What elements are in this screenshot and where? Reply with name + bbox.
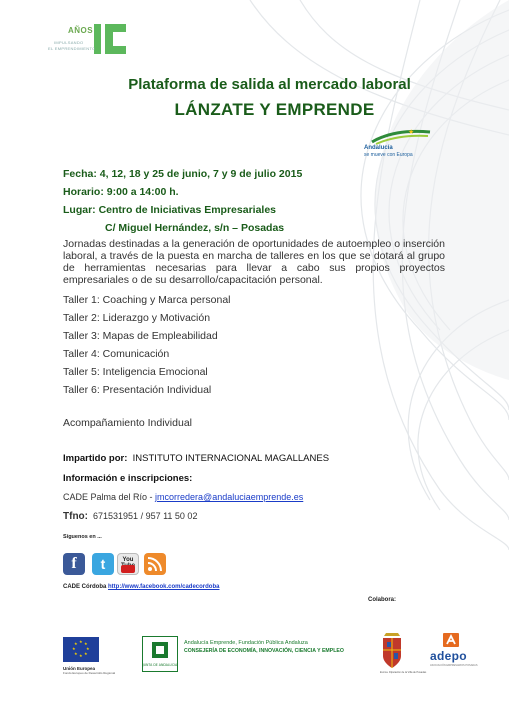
page-title: Plataforma de salida al mercado laboral xyxy=(128,76,411,93)
junta-andalucia-logo xyxy=(142,636,180,672)
svg-text:★: ★ xyxy=(74,651,78,656)
lugar-value: Centro de Iniciativas Empresariales xyxy=(98,204,277,216)
youtube-icon[interactable] xyxy=(117,553,139,575)
adepo-tagline: ASOCIACIÓN EMPRESARIOS POSADAS xyxy=(430,664,478,667)
acompanamiento-text: Acompañamiento Individual xyxy=(63,417,192,429)
svg-text:★: ★ xyxy=(84,641,88,646)
svg-text:★: ★ xyxy=(86,646,90,651)
cade-label: CADE Palma del Río - xyxy=(63,492,153,502)
list-item: Taller 4: Comunicación xyxy=(63,348,170,360)
svg-text:★: ★ xyxy=(79,653,83,658)
colabora-label: Colabora: xyxy=(368,597,397,603)
rss-icon[interactable] xyxy=(144,553,166,575)
junta-seal-text: JUNTA DE ANDALUCIA xyxy=(143,663,177,667)
cade-cordoba-row xyxy=(63,584,219,590)
eu-name: Unión Europea xyxy=(63,666,96,671)
andalucia-tagline: se mueve con Europa xyxy=(364,152,413,158)
eu-logo xyxy=(63,637,116,677)
list-item: Taller 5: Inteligencia Emocional xyxy=(63,366,208,378)
svg-text:★: ★ xyxy=(74,641,78,646)
impartido-value: INSTITUTO INTERNACIONAL MAGALLANES xyxy=(132,453,330,464)
list-item: Taller 3: Mapas de Empleabilidad xyxy=(63,330,218,342)
list-item: Taller 2: Liderazgo y Motivación xyxy=(63,312,211,324)
fecha-label: Fecha: xyxy=(63,168,97,180)
twitter-icon[interactable]: t xyxy=(92,553,114,575)
coat-of-arms-icon xyxy=(380,630,404,670)
eu-flag-icon xyxy=(63,637,99,662)
youtube-you-text: You xyxy=(122,557,134,563)
svg-text:★: ★ xyxy=(72,646,76,651)
logo-tagline-1: IMPULSANDO xyxy=(54,40,84,45)
adepo-name: adepo xyxy=(430,649,467,663)
andalucia-swoosh-icon xyxy=(364,126,434,146)
event-details xyxy=(63,165,302,237)
impartido-label: Impartido por: xyxy=(63,453,128,464)
lugar-row xyxy=(63,201,302,219)
logo-10-icon xyxy=(94,20,128,56)
junta-line-1: Andalucía Emprende, Fundación Pública Andaluza xyxy=(184,640,308,646)
direccion: C/ Miguel Hernández, s/n – Posadas xyxy=(105,222,285,234)
logo-years-text: AÑOS xyxy=(68,26,94,35)
description-text: Jornadas destinadas a la generación de oportunidades de autoempleo o inserción laboral, a través de la puesta en marcha de talleres en los que se dotará al grupo de herramientas necesarias para llevar a cabo sus propios proyectos empresariales o de su desarrollo/capacitación personal. xyxy=(63,238,445,286)
tfno-value: 671531951 / 957 11 50 02 xyxy=(93,511,198,521)
facebook-icon[interactable]: f xyxy=(63,553,85,575)
horario-value: 9:00 a 14:00 h. xyxy=(106,186,179,198)
andalucia-name: Andalucía xyxy=(364,145,393,151)
impartido-row xyxy=(63,453,329,464)
tfno-label: Tfno: xyxy=(63,511,88,522)
siguenos-label: Síguenos en ... xyxy=(63,534,102,540)
fecha-row xyxy=(63,165,302,183)
svg-text:★: ★ xyxy=(408,128,415,136)
talleres-list xyxy=(63,291,231,399)
eu-fund: Fondo Europeo de Desarrollo Regional xyxy=(63,671,116,675)
junta-text xyxy=(184,639,344,655)
posadas-coat-of-arms xyxy=(380,630,427,674)
fecha-value: 4, 12, 18 y 25 de junio, 7 y 9 de julio 2015 xyxy=(99,168,303,180)
adepo-mark-icon xyxy=(443,633,459,647)
escudo-caption: Excma. Diputación de la Villa de Posadas xyxy=(380,671,427,674)
telefono-row xyxy=(63,511,197,522)
adepo-logo xyxy=(430,633,480,673)
rss-glyph-icon xyxy=(144,553,166,575)
horario-label: Horario: xyxy=(63,186,104,198)
cade-contact-row xyxy=(63,492,303,502)
cade-email-link[interactable]: jmcorredera@andaluciaemprende.es xyxy=(155,492,304,502)
cade-cordoba-label: CADE Córdoba xyxy=(63,584,107,590)
junta-seal-icon xyxy=(142,636,178,672)
anniversary-logo xyxy=(48,20,128,58)
list-item: Taller 6: Presentación Individual xyxy=(63,384,212,396)
logo-tagline-2: EL EMPRENDIMIENTO xyxy=(48,46,96,51)
cade-cordoba-link[interactable]: http://www.facebook.com/cadecordoba xyxy=(108,584,220,590)
list-item: Taller 1: Coaching y Marca personal xyxy=(63,294,231,306)
svg-text:★: ★ xyxy=(79,639,83,644)
page-subtitle: LÁNZATE Y EMPRENDE xyxy=(174,100,375,119)
andalucia-europa-logo xyxy=(364,126,434,166)
lugar-label: Lugar: xyxy=(63,204,96,216)
horario-row xyxy=(63,183,302,201)
junta-line-2: CONSEJERÍA DE ECONOMÍA, INNOVACIÓN, CIENCIA Y EMPLEO xyxy=(184,648,344,654)
info-inscripciones-label: Información e inscripciones: xyxy=(63,473,193,484)
svg-text:★: ★ xyxy=(84,651,88,656)
